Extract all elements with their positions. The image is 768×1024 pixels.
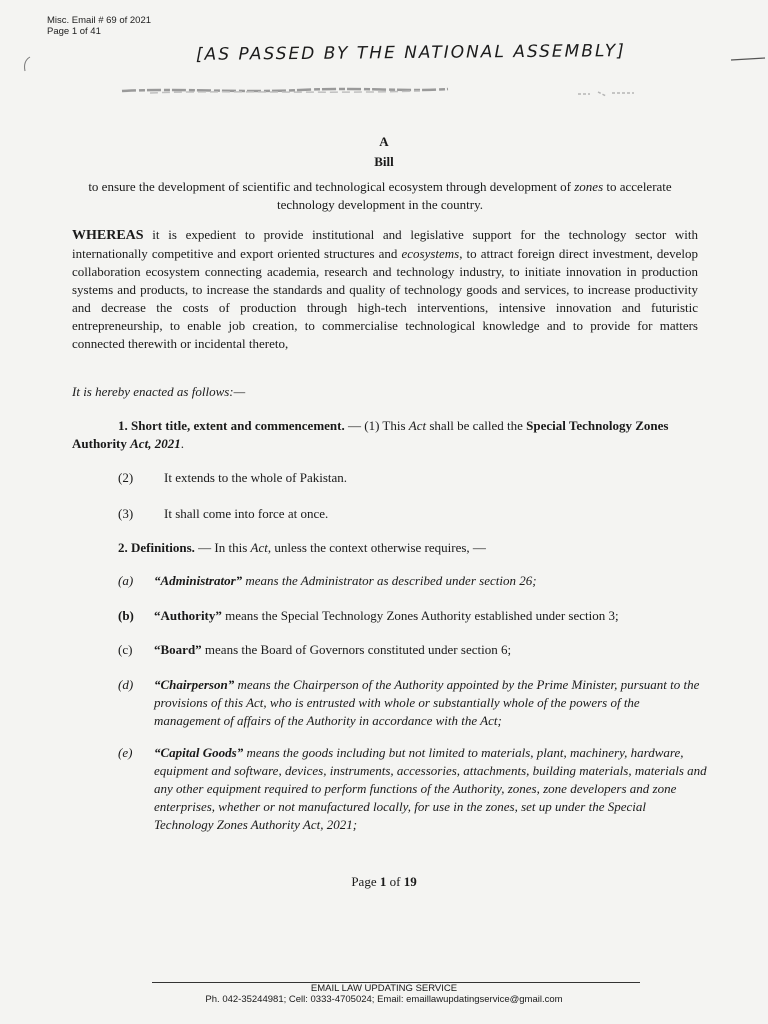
definition-c bbox=[118, 641, 708, 659]
section-1-act-name: Special Technology Zones Authority bbox=[72, 418, 669, 451]
page-number-current: 1 bbox=[379, 874, 387, 889]
section-1 bbox=[72, 417, 702, 453]
margin-mark bbox=[20, 55, 34, 73]
section-2-heading: 2. Definitions. bbox=[118, 540, 195, 555]
purpose-text-pre: to ensure the development of scientific and technological ecosystem through development of bbox=[88, 179, 575, 194]
definition-d-label: (d) bbox=[118, 677, 134, 692]
section-1-mid: shall be called the bbox=[426, 418, 527, 433]
section-1-heading: 1. Short title, extent and commencement. bbox=[118, 418, 345, 433]
sub-2-text: It extends to the whole of Pakistan. bbox=[164, 470, 348, 485]
definition-d bbox=[118, 676, 708, 730]
section-2-text-a: — In this bbox=[194, 540, 251, 555]
preamble-text-b: , to attract foreign direct investment, develop collaboration ecosystem connecting academia, research and technology industry, to initiate innovation in production systems and products, to increase the standards and quality of technology goods and services, to increase productivity and decrease the costs of production through high-tech interventions, intensive innovation and futuristic entrepreneurship, to enable job creation, to commercialise technological knowledge and to provide for matters connected therewith or incidental thereto, bbox=[72, 246, 698, 351]
section-2-text-b: , unless the context otherwise requires, — bbox=[267, 540, 486, 555]
definition-a-term: “Administrator” bbox=[154, 573, 243, 588]
passed-stamp: [AS PASSED BY THE NATIONAL ASSEMBLY] bbox=[195, 41, 626, 65]
definition-c-text: means the Board of Governors constituted under section 6; bbox=[201, 642, 512, 657]
definition-a bbox=[118, 572, 708, 590]
definition-c-term: “Board” bbox=[154, 642, 202, 657]
footer-title: EMAIL LAW UPDATING SERVICE bbox=[310, 983, 458, 994]
sub-2-number: (2) bbox=[118, 470, 134, 485]
section-1-act-year: Act, 2021 bbox=[130, 436, 181, 451]
page-number-prefix: Page bbox=[351, 874, 380, 889]
section-1-end: . bbox=[180, 436, 184, 451]
definition-b bbox=[118, 607, 708, 625]
section-2 bbox=[118, 540, 486, 556]
preamble bbox=[72, 226, 698, 353]
section-1-dash: — (1) This bbox=[344, 418, 409, 433]
enacting-clause: It is hereby enacted as follows:— bbox=[72, 384, 246, 399]
section-1-act: Act bbox=[408, 418, 427, 433]
faded-underline bbox=[120, 84, 450, 98]
purpose-text-italic: zones bbox=[574, 179, 604, 194]
page-number-total: 19 bbox=[403, 874, 417, 889]
definition-c-label: (c) bbox=[118, 642, 133, 657]
footer-contact: Ph. 042-35244981; Cell: 0333-4705024; Email: emaillawupdatingservice@gmail.com bbox=[205, 994, 563, 1005]
definition-b-text: means the Special Technology Zones Authority established under section 3; bbox=[221, 608, 619, 623]
section-2-act: Act bbox=[250, 540, 268, 555]
definition-d-text: means the Chairperson of the Authority appointed by the Prime Minister, pursuant to the provisions of this Act, who is entrusted with whole or substantially whole of the powers of the management of affairs of the Authority in accordance with the Act; bbox=[154, 677, 700, 728]
sub-3-text: It shall come into force at once. bbox=[164, 506, 329, 521]
definition-e bbox=[118, 744, 708, 834]
sub-3-number: (3) bbox=[118, 506, 134, 521]
whereas-keyword: WHEREAS bbox=[72, 228, 144, 243]
margin-line bbox=[730, 56, 766, 62]
definition-e-label: (e) bbox=[118, 745, 133, 760]
definition-e-term: “Capital Goods” bbox=[154, 745, 244, 760]
faded-marks bbox=[576, 86, 636, 100]
definition-b-label: (b) bbox=[118, 608, 134, 623]
definition-a-label: (a) bbox=[118, 573, 134, 588]
section-1-sub-2 bbox=[118, 470, 347, 486]
bill-title: Bill bbox=[374, 154, 394, 169]
page-number bbox=[0, 874, 768, 890]
definition-b-term: “Authority” bbox=[154, 608, 222, 623]
preamble-italic: ecosystems bbox=[401, 246, 460, 261]
preamble-text-a: it is expedient to provide institutional and legislative support for the technology sector with internationally competitive and export oriented structures and bbox=[72, 227, 698, 261]
definition-d-term: “Chairperson” bbox=[154, 677, 235, 692]
header-meta bbox=[47, 15, 151, 37]
section-1-sub-3 bbox=[118, 506, 328, 522]
source-page-line: Page 1 of 41 bbox=[47, 26, 101, 37]
page-number-of: of bbox=[386, 874, 404, 889]
purpose-text-post: to accelerate technology development in the country. bbox=[276, 179, 672, 212]
definition-e-text: means the goods including but not limited to materials, plant, machinery, hardware, equipment and software, devices, instruments, accessories, attachments, building materials, materials and any other equipment required to perform functions of the Authority, zones, zone developers and zone enterprises, whether or not manufactured locally, for use in the zones, set up under the Special Technology Zones Authority Act, 2021; bbox=[154, 745, 707, 832]
bill-purpose bbox=[72, 178, 688, 214]
misc-email-line: Misc. Email # 69 of 2021 bbox=[47, 15, 152, 26]
bill-article: A bbox=[379, 134, 389, 149]
definition-a-text: means the Administrator as described under section 26; bbox=[242, 573, 537, 588]
